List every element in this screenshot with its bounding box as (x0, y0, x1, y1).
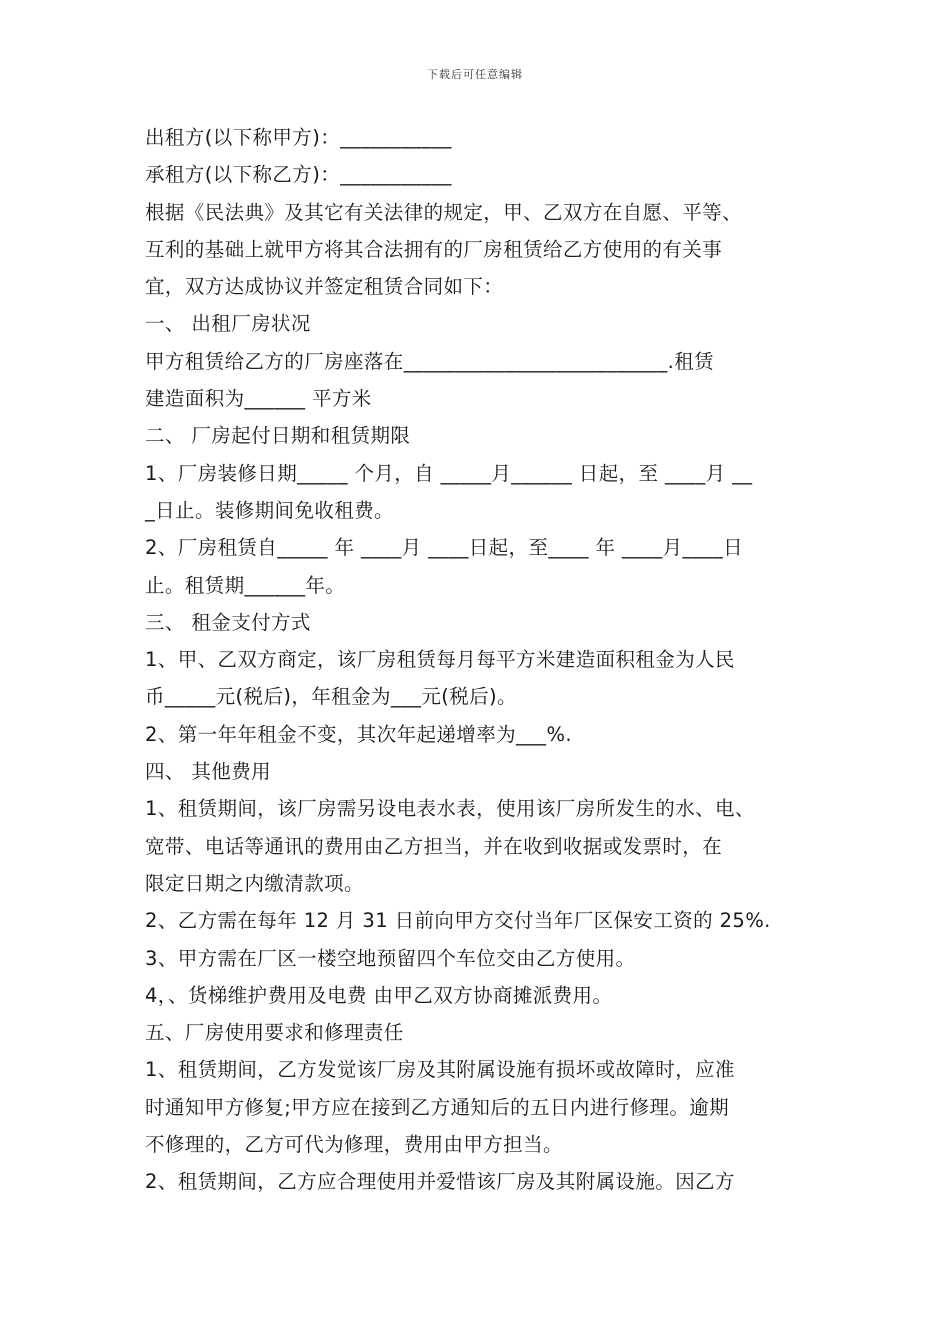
paragraph-line: 2、厂房租赁自_____ 年 ____月 ____日起，至____ 年 ____月____日 (145, 536, 744, 560)
page-header: 下载后可任意编辑 (427, 68, 523, 81)
paragraph-line: 2、乙方需在每年 12 月 31 日前向甲方交付当年厂区保安工资的 25%. (145, 909, 771, 933)
paragraph-line: 币_____元(税后)，年租金为___元(税后)。 (145, 685, 517, 709)
paragraph-line: 1、甲、乙双方商定，该厂房租赁每月每平方米建造面积租金为人民 (145, 648, 735, 672)
paragraph-line: 2、租赁期间，乙方应合理使用并爱惜该厂房及其附属设施。因乙方 (145, 1170, 735, 1194)
paragraph-line: 4，、货梯维护费用及电费 由甲乙双方协商摊派费用。 (145, 983, 613, 1007)
paragraph-line: 宜，双方达成协议并签定租赁合同如下： (145, 275, 504, 299)
paragraph-line: 1、厂房装修日期_____ 个月，自 _____月______ 日起，至 ____月 __ (145, 461, 753, 485)
paragraph-line: 根据《民法典》及其它有关法律的规定，甲、乙双方在自愿、平等、 (145, 200, 743, 224)
contract-body (145, 119, 825, 1201)
paragraph-line: 限定日期之内缴清款项。 (145, 871, 364, 895)
paragraph-line: 止。租赁期______年。 (145, 573, 346, 597)
paragraph-line: 互利的基础上就甲方将其合法拥有的厂房租赁给乙方使用的有关事 (145, 237, 723, 261)
paragraph-line: _日止。装修期间免收租费。 (145, 498, 394, 522)
paragraph-line: 宽带、电话等通讯的费用由乙方担当，并在收到收据或发票时，在 (145, 834, 723, 858)
paragraph-line: 不修理的，乙方可代为修理，费用由甲方担当。 (145, 1133, 563, 1157)
section-heading: 一、 出租厂房状况 (145, 312, 311, 336)
section-heading: 三、 租金支付方式 (145, 610, 311, 634)
paragraph-line: 甲方租赁给乙方的厂房座落在__________________________.租赁 (145, 349, 714, 373)
paragraph-line: 时通知甲方修复;甲方应在接到乙方通知后的五日内进行修理。逾期 (145, 1095, 730, 1119)
paragraph-line: 1、租赁期间，该厂房需另设电表水表，使用该厂房所发生的水、电、 (145, 797, 755, 821)
paragraph-line: 1、租赁期间，乙方发觉该厂房及其附属设施有损坏或故障时，应准 (145, 1058, 735, 1082)
party-a-line: 出租方(以下称甲方)：___________ (145, 126, 452, 149)
paragraph-line: 2、第一年年租金不变，其次年起递增率为___%. (145, 722, 572, 746)
section-heading: 四、 其他费用 (145, 760, 271, 784)
section-heading: 五、厂房使用要求和修理责任 (145, 1021, 404, 1045)
party-b-line: 承租方(以下称乙方)：___________ (145, 163, 452, 187)
paragraph-line: 建造面积为______ 平方米 (145, 387, 372, 411)
section-heading: 二、 厂房起付日期和租赁期限 (145, 424, 411, 448)
paragraph-line: 3、甲方需在厂区一楼空地预留四个车位交由乙方使用。 (145, 946, 636, 970)
